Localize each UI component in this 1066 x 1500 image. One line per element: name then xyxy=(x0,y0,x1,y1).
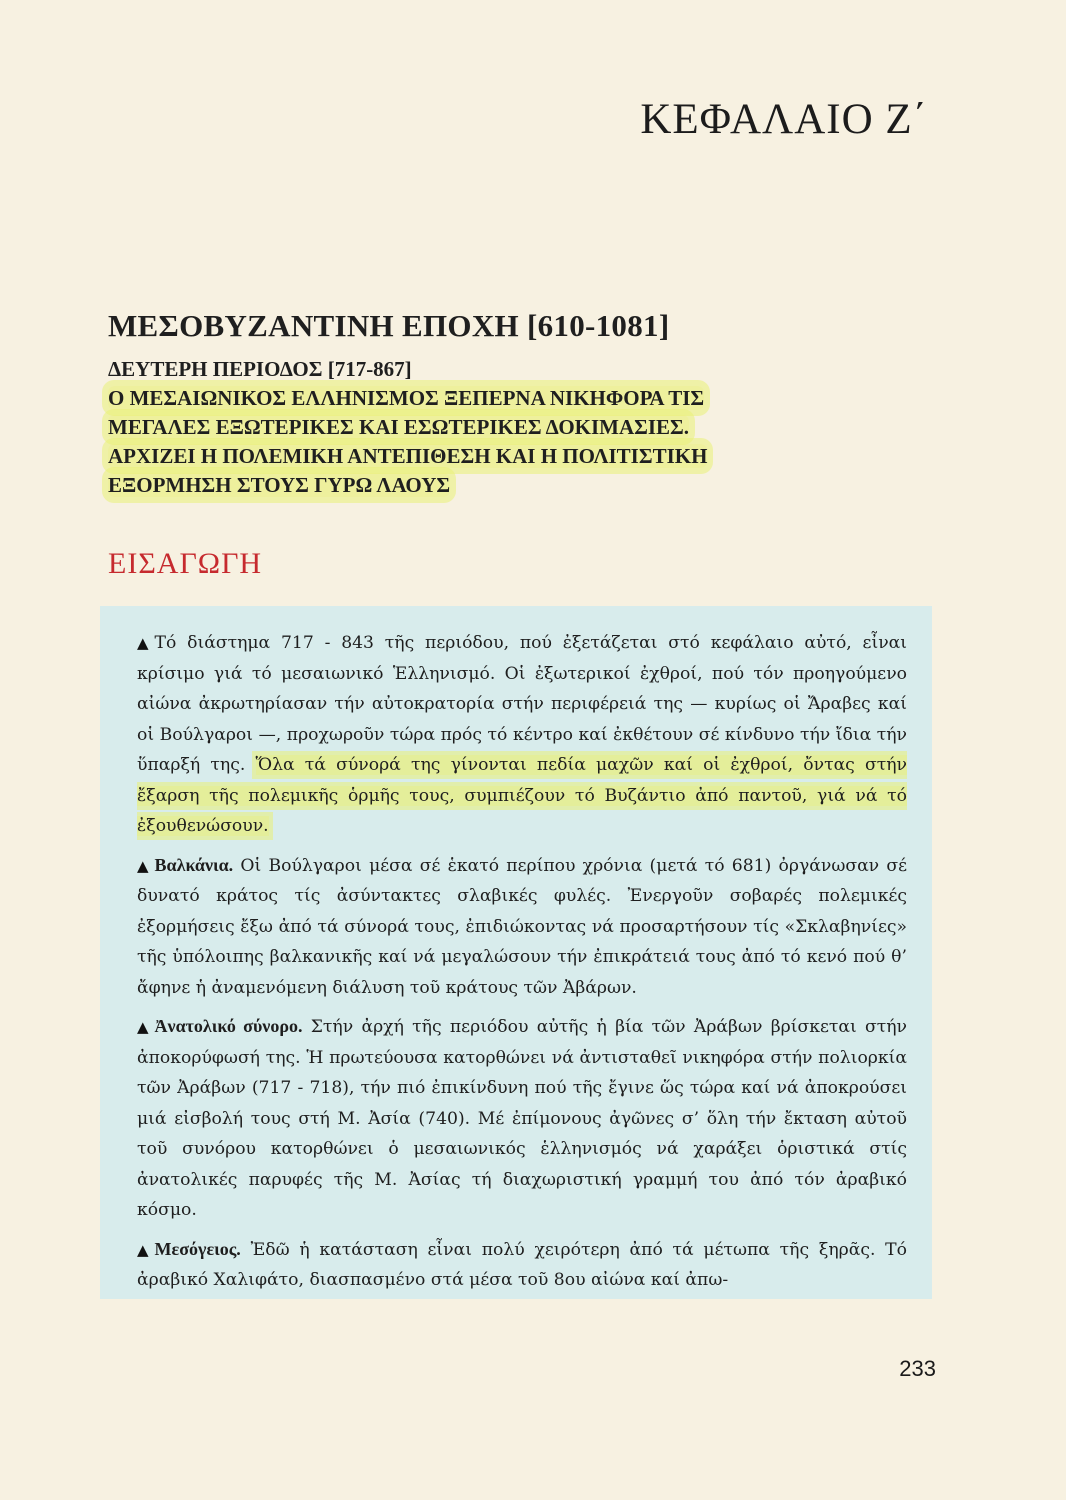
section-heading: ΕΙΣΑΓΩΓΗ xyxy=(108,547,263,580)
paragraph-text: Οἱ Βούλγαροι μέσα σέ ἑκατό περίπου χρόνια (μετά τό 681) ὀργάνωσαν σέ δυνατό κράτος τίς ἀσύντακτες σλαβικές φυλές. Ἐνεργοῦν σοβαρές πολεμικές ἐξορμήσεις ἔξω ἀπό τά σύνορά τους, ἐπιδιώκοντας νά προσαρτήσουν τίς «Σκλαβηνίες» τῆς ὑπόλοιπης βαλκανικῆς καί νά μεγαλώσουν τήν ἐπικράτειά τους ἀπό τό κενό πού θ’ ἄφηνε ἡ ἀναμενόμενη διάλυση τοῦ κράτους τῶν Ἀβάρων. xyxy=(137,855,908,998)
paragraph-balkans xyxy=(137,850,907,1004)
page-title: ΜΕΣΟΒΥΖΑΝΤΙΝΗ ΕΠΟΧΗ [610-1081] xyxy=(108,308,670,343)
triangle-bullet-icon: ▲ xyxy=(137,634,149,652)
paragraph-mediterranean xyxy=(137,1234,907,1296)
body-text xyxy=(137,628,907,1304)
triangle-bullet-icon: ▲ xyxy=(137,1018,149,1036)
highlighted-subtitle-line: ΑΡΧΙΖΕΙ Η ΠΟΛΕΜΙΚΗ ΑΝΤΕΠΙΘΕΣΗ ΚΑΙ Η ΠΟΛΙΤΙΣΤΙΚΗ xyxy=(108,444,708,468)
triangle-bullet-icon: ▲ xyxy=(137,856,149,875)
paragraph-text: Τό διάστημα 717 - 843 τῆς περιόδου, πού ἐξετάζεται στό κεφάλαιο αὐτό, εἶναι κρίσιμο γιά τό μεσαιωνικό Ἑλληνισμό. Οἱ ἐξωτερικοί ἐχθροί, πού τόν προηγούμενο αἰώνα ἀκρωτηρίασαν τήν αὐτοκρατορία στήν περιφέρειά της — κυρίως οἱ Ἄραβες καί οἱ Βούλγαροι —, προχωροῦν τώρα πρός τό κέντρο καί ἐκθέτουν σέ κίνδυνο τήν ἴδια τήν ὕπαρξή της. xyxy=(137,633,907,775)
highlighted-subtitle-line: ΕΞΟΡΜΗΣΗ ΣΤΟΥΣ ΓΥΡΩ ΛΑΟΥΣ xyxy=(108,473,451,497)
highlighted-subtitle-line: Ο ΜΕΣΑΙΩΝΙΚΟΣ ΕΛΛΗΝΙΣΜΟΣ ΞΕΠΕΡΝΑ ΝΙΚΗΦΟΡΑ ΤΙΣ xyxy=(108,386,705,410)
paragraph-heading: Ἀνατολικό σύνορο. xyxy=(154,1016,303,1036)
paragraph-heading: Μεσόγειος. xyxy=(154,1238,241,1259)
subtitle-block xyxy=(108,355,928,500)
page-number: 233 xyxy=(899,1356,936,1381)
subtitle-line: ΔΕΥΤΕΡΗ ΠΕΡΙΟΔΟΣ [717-867] xyxy=(108,357,412,381)
paragraph-text: Ἐδῶ ἡ κατάσταση εἶναι πολύ χειρότερη ἀπό τά μέτωπα τῆς ξηρᾶς. Τό ἀραβικό Χαλιφάτο, διασπασμένο στά μέσα τοῦ 8ου αἰώνα καί ἀπω- xyxy=(137,1239,907,1290)
highlighted-subtitle-line: ΜΕΓΑΛΕΣ ΕΞΩΤΕΡΙΚΕΣ ΚΑΙ ΕΣΩΤΕΡΙΚΕΣ ΔΟΚΙΜΑΣΙΕΣ. xyxy=(108,415,690,439)
chapter-heading: ΚΕΦΑΛΑΙΟ Ζ΄ xyxy=(640,96,928,143)
paragraph-heading: Βαλκάνια. xyxy=(154,854,234,875)
paragraph-eastern-border xyxy=(137,1011,907,1226)
triangle-bullet-icon: ▲ xyxy=(137,1240,149,1259)
paragraph-text: Στήν ἀρχή τῆς περιόδου αὐτῆς ἡ βία τῶν Ἀράβων βρίσκεται στήν ἀποκορύφωσή της. Ἡ πρωτεύουσα κατορθώνει νά ἀντισταθεῖ νικηφόρα στήν πολιορκία τῶν Ἀράβων (717 - 718), τήν πιό ἐπικίνδυνη πού τῆς ἔγινε ὥς τώρα καί νά ἀποκρούσει μιά εἰσβολή τους στή Μ. Ἀσία (740). Μέ ἐπίμονους ἀγῶνες σ’ ὅλη τήν ἔκταση αὐτοῦ τοῦ συνόρου κατορθώνει ὁ μεσαιωνικός ἑλληνισμός νά χαράξει ὁριστικά στίς ἀνατολικές παρυφές τῆς Μ. Ἀσίας τή διαχωριστική γραμμή του ἀπό τόν ἀραβικό κόσμο. xyxy=(137,1017,908,1220)
paragraph-intro xyxy=(137,628,907,842)
highlighted-text: Ὅλα τά σύνορά της γίνονται πεδία μαχῶν καί οἱ ἐχθροί, ὄντας στήν ἔξαρση τῆς πολεμικῆς ὁρμῆς τους, συμπιέζουν τό Βυζάντιο ἀπό παντοῦ, γιά νά τό ἐξουθενώσουν. xyxy=(137,755,907,836)
